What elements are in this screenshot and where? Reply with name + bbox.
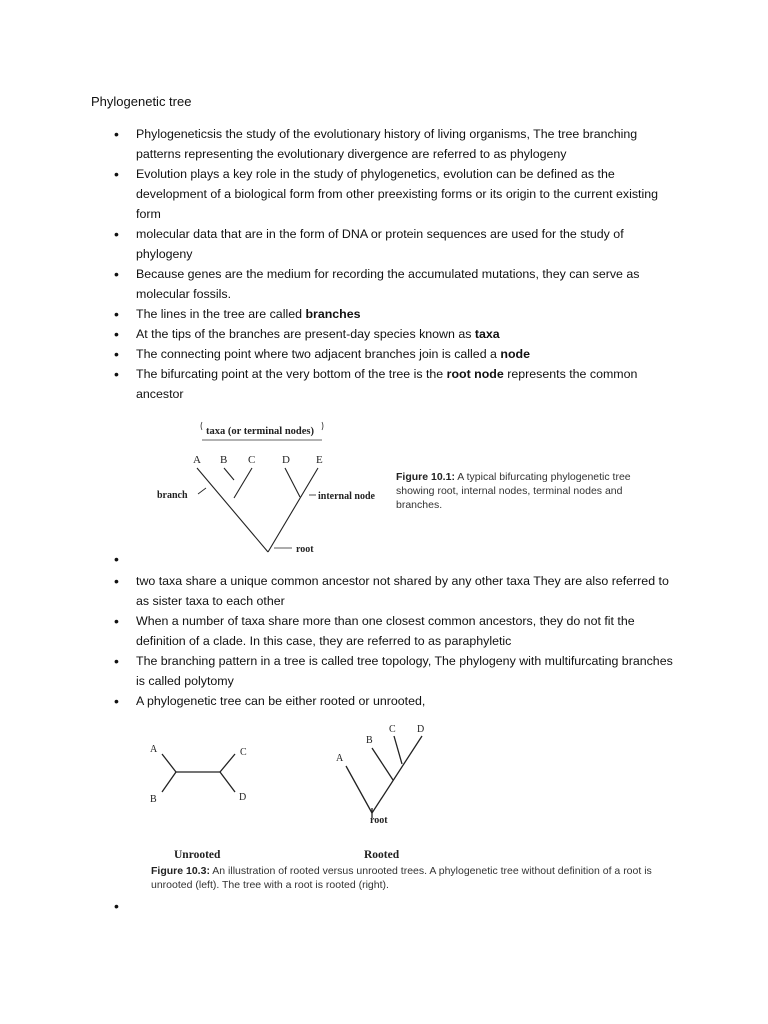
taxon-label: A <box>193 454 201 466</box>
caption-text: A typical bifurcating phylogenetic tree showing root, internal nodes, terminal nodes and branches. <box>396 471 631 511</box>
taxon-label: B <box>220 454 228 466</box>
bullet-list-concepts <box>0 571 768 711</box>
list-item: • molecular data that are in the form of DNA or protein sequences are used for the study of phylogeny <box>0 224 768 264</box>
list-item: • Phylogeneticsis the study of the evolutionary history of living organisms, The tree branching patterns representing the evolutionary divergence are referred to as phylogeny <box>0 124 768 164</box>
list-item: • Evolution plays a key role in the study of phylogenetics, evolution can be defined as the development of a biological form from other preexisting forms or its origin to the current existing form <box>0 164 768 224</box>
bold-term-root-node: root node <box>446 367 504 381</box>
list-item: • When a number of taxa share more than one closest common ancestors, they do not fit the definition of a clade. In this case, they are referred to as paraphyletic <box>0 611 768 651</box>
rooted-taxon: D <box>417 724 425 735</box>
taxon-label: D <box>282 454 290 466</box>
figure-bifurcating-tree <box>150 418 390 560</box>
unrooted-taxon: A <box>150 744 158 755</box>
text: The connecting point where two adjacent branches join is called a <box>136 347 501 361</box>
list-item: • Because genes are the medium for recording the accumulated mutations, they can serve as molecular fossils. <box>0 264 768 304</box>
taxon-label: E <box>316 454 323 466</box>
taxon-label: C <box>248 454 256 466</box>
text: The bifurcating point at the very bottom of the tree is the <box>136 367 447 381</box>
root-label: root <box>296 544 314 555</box>
unrooted-tree <box>162 754 235 792</box>
figure-caption-10-3 <box>151 864 661 892</box>
unrooted-taxon: B <box>150 794 157 805</box>
page-title: Phylogenetic tree <box>91 94 192 109</box>
list-item: • two taxa share a unique common ancestor not shared by any other taxa They are also referred to as sister taxa to each other <box>0 571 768 611</box>
branch-arrow <box>198 488 206 494</box>
unrooted-taxon: C <box>240 747 247 758</box>
list-item-node <box>0 344 768 364</box>
rooted-taxon: C <box>389 724 396 735</box>
caption-text: An illustration of rooted versus unrooted trees. A phylogenetic tree without definition of a root is unrooted (left). The tree with a root is rooted (right). <box>151 865 652 891</box>
internal-node-label: internal node <box>318 491 375 502</box>
list-item-taxa <box>0 324 768 344</box>
list-item-root <box>0 364 768 404</box>
list-item-branches <box>0 304 768 324</box>
rooted-root-label: root <box>370 815 388 826</box>
list-item: • The branching pattern in a tree is called tree topology, The phylogeny with multifurcating branches is called polytomy <box>0 651 768 691</box>
tree-branches <box>197 468 318 552</box>
bold-term-node: node <box>500 347 530 361</box>
list-item: • A phylogenetic tree can be either rooted or unrooted, <box>0 691 768 711</box>
caption-label: Figure 10.3: <box>151 865 210 877</box>
rooted-taxon: B <box>366 735 373 746</box>
bold-term-taxa: taxa <box>474 327 500 341</box>
taxa-header: taxa (or terminal nodes) <box>206 426 314 437</box>
rooted-taxon: A <box>336 753 344 764</box>
caption-label: Figure 10.1: <box>396 471 455 483</box>
rooted-tree <box>346 736 422 818</box>
text: The lines in the tree are called <box>136 307 306 321</box>
rooted-label: Rooted <box>364 849 400 861</box>
unrooted-label: Unrooted <box>174 849 221 861</box>
text: represents the common ancestor <box>136 367 638 401</box>
figure-rooted-unrooted <box>140 718 460 863</box>
figure-caption-10-1 <box>396 470 652 512</box>
bullet-list-intro <box>0 124 768 404</box>
unrooted-taxon: D <box>239 792 247 803</box>
branch-label: branch <box>157 490 188 501</box>
bold-term-branches: branches <box>305 307 361 321</box>
text: At the tips of the branches are present-day species known as <box>136 327 475 341</box>
